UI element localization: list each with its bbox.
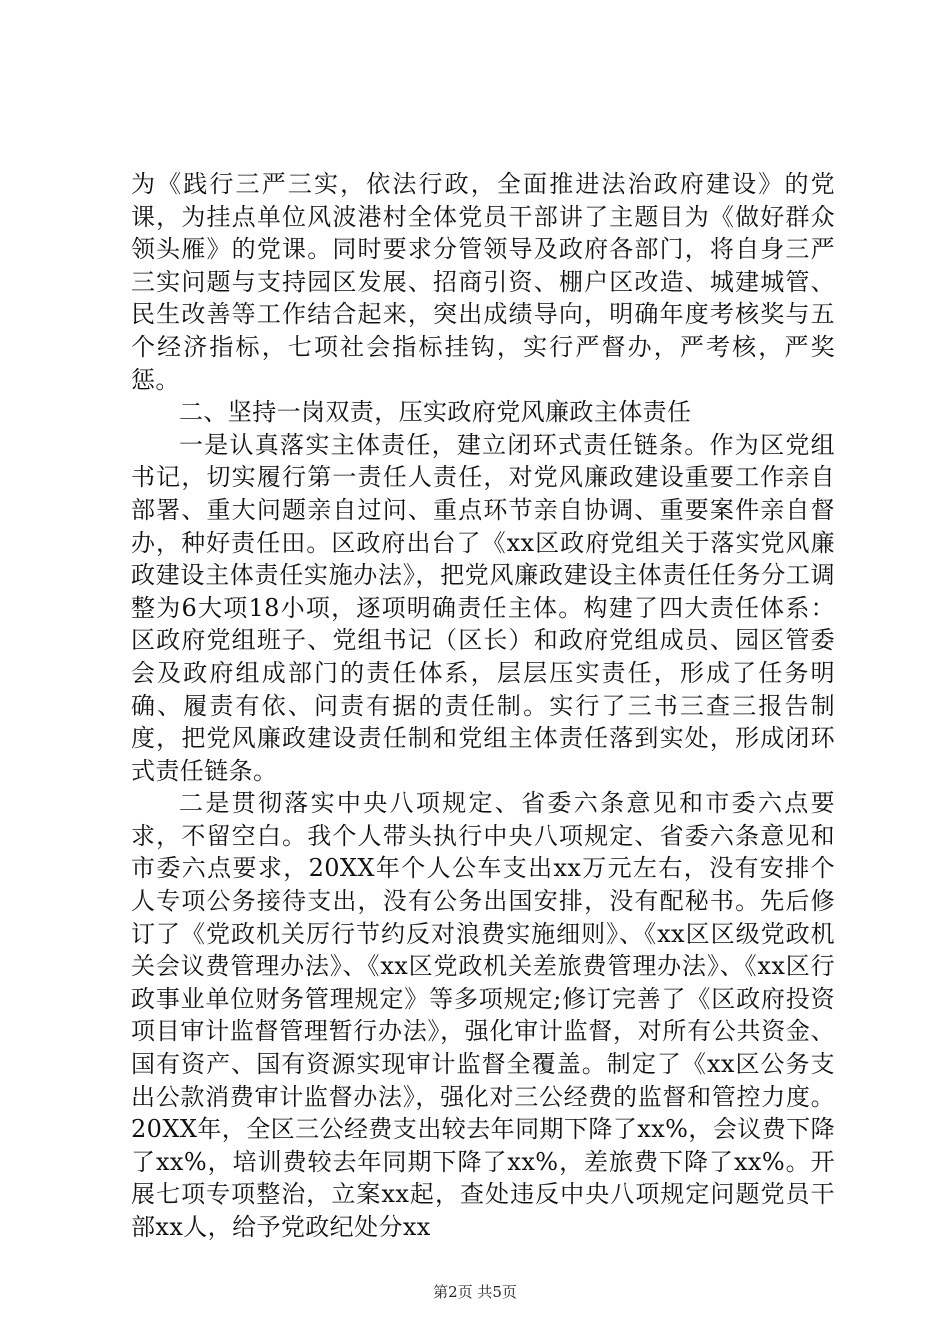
page-number: 第2页 共5页 (433, 1283, 517, 1301)
paragraph-responsibility: 一是认真落实主体责任，建立闭环式责任链条。作为区党组书记，切实履行第一责任人责任，对党风廉政建设重要工作亲自部署、重大问题亲自过问、重点环节亲自协调、重要案件亲自督办，种好责任田。区政府出台了《xx区政府党组关于落实党风廉政建设主体责任实施办法》，把党风廉政建设主体责任任务分工调整为6大项18小项，逐项明确责任主体。构建了四大责任体系：区政府党组班子、党组书记（区长）和政府党组成员、园区管委会及政府组成部门的责任体系，层层压实责任，形成了任务明确、履责有依、问责有据的责任制。实行了三书三查三报告制度，把党风廉政建设责任制和党组主体责任落到实处，形成闭环式责任链条。 (131, 430, 835, 785)
section-heading: 二、坚持一岗双责，压实政府党风廉政主体责任 (179, 398, 692, 427)
paragraph-continuation: 为《践行三严三实，依法行政，全面推进法治政府建设》的党课，为挂点单位风波港村全体党员干部讲了主题目为《做好群众领头雁》的党课。同时要求分管领导及政府各部门，将自身三严三实问题与支持园区发展、招商引资、棚户区改造、城建城管、民生改善等工作结合起来，突出成绩导向，明确年度考核奖与五个经济指标，七项社会指标挂钩，实行严督办，严考核，严奖惩。 (131, 170, 835, 394)
paragraph-eight-rules: 二是贯彻落实中央八项规定、省委六条意见和市委六点要求，不留空白。我个人带头执行中央八项规定、省委六条意见和市委六点要求，20XX年个人公车支出xx万元左右，没有安排个人专项公务接待支出，没有公务出国安排，没有配秘书。先后修订了《党政机关厉行节约反对浪费实施细则》、《xx区区级党政机关会议费管理办法》、《xx区党政机关差旅费管理办法》、《xx区行政事业单位财务管理规定》等多项规定;修订完善了《区政府投资项目审计监督管理暂行办法》，强化审计监督，对所有公共资金、国有资产、国有资源实现审计监督全覆盖。制定了《xx区公务支出公款消费审计监督办法》，强化对三公经费的监督和管控力度。20XX年，全区三公经费支出较去年同期下降了xx%，会议费下降了xx%，培训费较去年同期下降了xx%，差旅费下降了xx%。开展七项专项整治，立案xx起，查处违反中央八项规定问题党员干部xx人，给予党政纪处分xx (131, 789, 835, 1241)
document-body (131, 168, 835, 1244)
